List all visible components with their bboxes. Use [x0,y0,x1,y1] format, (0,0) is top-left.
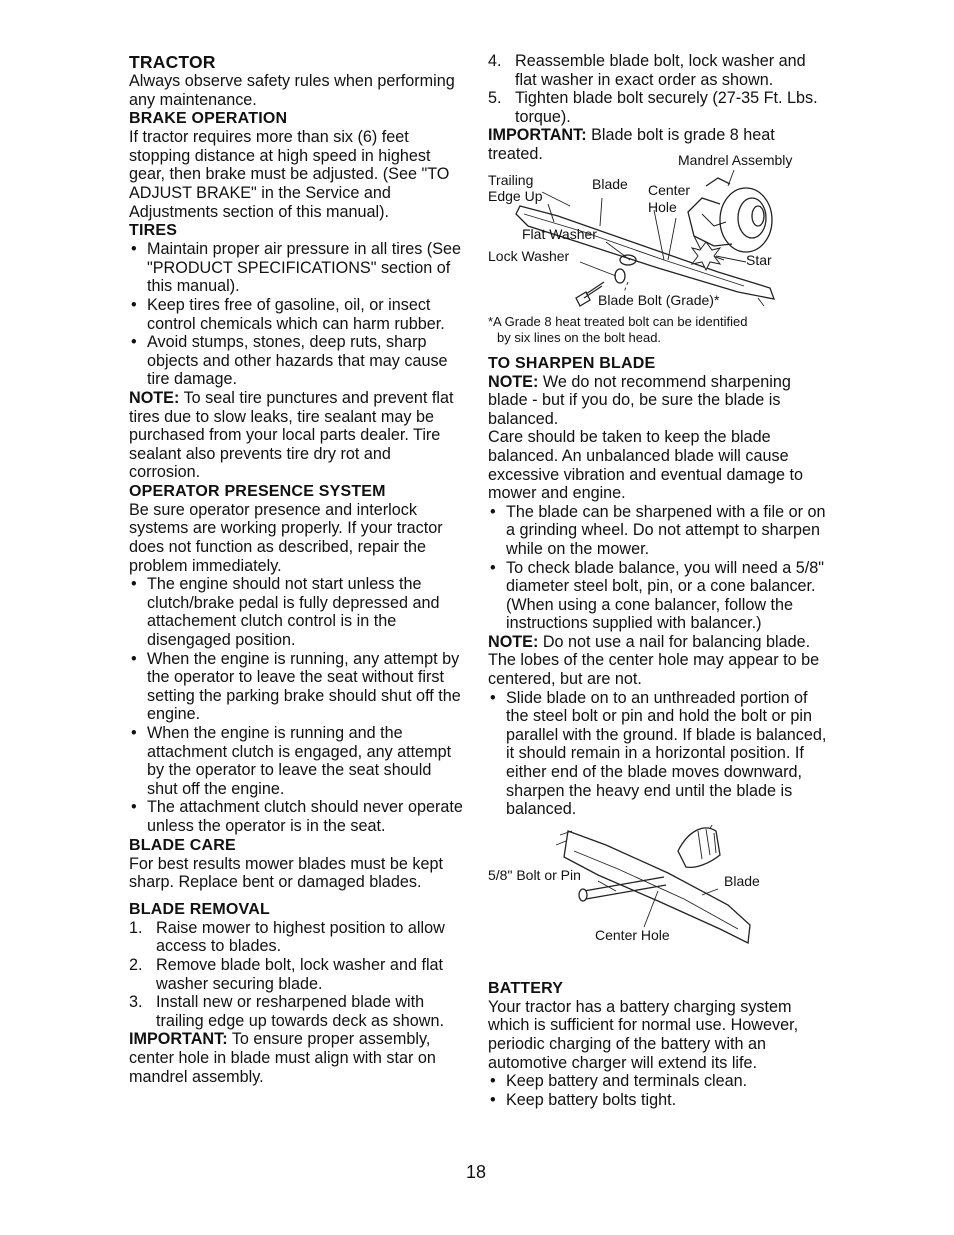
list-item [129,993,464,1030]
center-label: Center [648,181,691,198]
list-item [488,89,828,126]
blade-bolt-label: Blade Bolt (Grade)* [598,291,720,308]
list-item: • Avoid stumps, stones, deep ruts, sharp objects and other hazards that may cause tire damage. [129,333,464,389]
right-column [488,52,828,1109]
list-item: • When the engine is running, any attempt by the operator to leave the seat without first setting the parking brake should shut off the engine. [129,650,464,724]
lock-washer-label: Lock Washer [488,247,570,264]
tractor-intro: Always observe safety rules when performing any maintenance. [129,72,455,109]
important-label: IMPORTANT: [488,126,587,145]
hole-label: Hole [648,198,677,215]
note-text: Do not use a nail for balancing blade. The lobes of the center hole may appear to be centered, but are not. [488,632,820,689]
step-text: Raise mower to highest position to allow access to blades. [156,918,445,956]
sharpen-list [488,503,828,633]
tractor-heading: TRACTOR [129,52,216,72]
tires-heading: TIRES [129,222,178,240]
battery-list [488,1072,828,1109]
list-item: • Keep battery and terminals clean. [488,1072,828,1091]
sharpen-heading: TO SHARPEN BLADE [488,354,656,372]
list-item: • The engine should not start unless the clutch/brake pedal is fully depressed and attachement clutch control is in the disengaged position. [129,575,464,649]
blade-care-text: For best results mower blades must be kept sharp. Replace bent or damaged blades. [129,854,443,892]
note-label: NOTE: [488,372,539,391]
note-label: NOTE: [129,388,180,407]
blade-care-heading: BLADE CARE [129,836,236,854]
note-label: NOTE: [488,632,539,651]
step-text: Remove blade bolt, lock washer and flat washer securing blade. [156,955,444,993]
list-item: • Maintain proper air pressure in all tires (See "PRODUCT SPECIFICATIONS" section of this manual). [129,240,464,296]
blade-label: Blade [592,175,628,192]
list-item [129,919,464,956]
list-item: • The blade can be sharpened with a file or on a grinding wheel. Do not attempt to sharpen while on the mower. [488,503,828,559]
list-item: • Keep battery bolts tight. [488,1091,828,1110]
ops-heading: OPERATOR PRESENCE SYSTEM [129,482,386,500]
footnote-cont: by six lines on the bolt head. [497,329,662,345]
blade-assembly-figure [488,151,828,314]
battery-text: Your tractor has a battery charging system which is sufficient for normal use. However, periodic charging of the battery with an automotive charger will extend its life. [488,997,799,1072]
balance-note [488,633,828,689]
list-item: • Slide blade on to an unthreaded portion of the steel bolt or pin and hold the bolt or pin parallel with the ground. If blade is balanced, it should remain in a horizontal position. If either end of the blade moves downward, sharpen the heavy end until the blade is balanced. [488,689,828,819]
step-text: Install new or resharpened blade with trailing edge up towards deck as shown. [156,993,444,1030]
ops-list [129,575,464,835]
page-number: 18 [466,1162,487,1182]
step-number: 2. [129,955,143,974]
blade-removal-heading: BLADE REMOVAL [129,900,270,918]
center-hole-label: Center Hole [595,926,670,943]
step-number: 5. [488,89,502,108]
battery-heading: BATTERY [488,979,564,997]
step-number: 4. [488,52,502,70]
brake-heading: BRAKE OPERATION [129,110,288,128]
list-item [129,956,464,993]
balance-list [488,689,828,819]
tires-list [129,240,464,389]
note-text: To seal tire punctures and prevent flat tires due to slow leaks, tire sealant may be purchased from your local parts dealer. Tire sealant also prevents tire dry rot and corrosion. [129,388,454,482]
footnote: *A Grade 8 heat treated bolt can be identified [488,313,748,329]
step-number: 1. [129,918,143,937]
important-label: IMPORTANT: [129,1030,228,1049]
assembly-steps [488,52,828,126]
list-item: • When the engine is running and the attachment clutch is engaged, any attempt by the operator to leave the seat should shut off the engine. [129,724,464,798]
sharpen-text: Care should be taken to keep the blade balanced. An unbalanced blade will cause excessive vibration and eventual damage to mower and engine. [488,428,803,503]
list-item: • To check blade balance, you will need a 5/8" diameter steel bolt, pin, or a cone balancer. (When using a cone balancer, follow the instructions supplied with balancer.) [488,559,828,633]
step-text: Reassemble blade bolt, lock washer and flat washer in exact order as shown. [515,52,806,89]
removal-important [129,1030,464,1086]
left-column [129,52,464,1086]
list-item [488,52,828,89]
step-text: Tighten blade bolt securely (27-35 Ft. Lbs. torque). [515,89,818,126]
blade-removal-steps [129,919,464,1031]
tires-note [129,389,464,482]
bolt-or-pin-label: 5/8" Bolt or Pin [488,866,581,883]
blade-label: Blade [724,872,760,889]
sharpen-note [488,373,828,429]
blade-balance-figure [488,825,828,971]
edge-up-label: Edge Up [488,187,543,204]
flat-washer-label: Flat Washer [522,225,597,242]
list-item: • Keep tires free of gasoline, oil, or insect control chemicals which can harm rubber. [129,296,464,333]
ops-text: Be sure operator presence and interlock systems are working properly. If your tractor does not function as described, repair the problem immediately. [129,500,443,575]
trailing-label: Trailing [488,171,534,188]
blade-balance-drawing [488,825,828,971]
important-text: To ensure proper assembly, center hole in blade must align with star on mandrel assembly. [129,1030,436,1086]
important-text: Blade bolt is grade 8 heat treated. [488,126,775,163]
star-label: Star [746,251,772,268]
step-number: 3. [129,993,143,1012]
list-item: • The attachment clutch should never operate unless the operator is in the seat. [129,798,464,835]
note-text: We do not recommend sharpening blade - but if you do, be sure the blade is balanced. [488,372,791,428]
mandrel-assembly-label: Mandrel Assembly [678,151,793,168]
brake-text: If tractor requires more than six (6) feet stopping distance at high speed in highest gear, then brake must be adjusted. (See "TO ADJUST BRAKE" in the Service and Adjustments section of this manual). [129,128,450,221]
